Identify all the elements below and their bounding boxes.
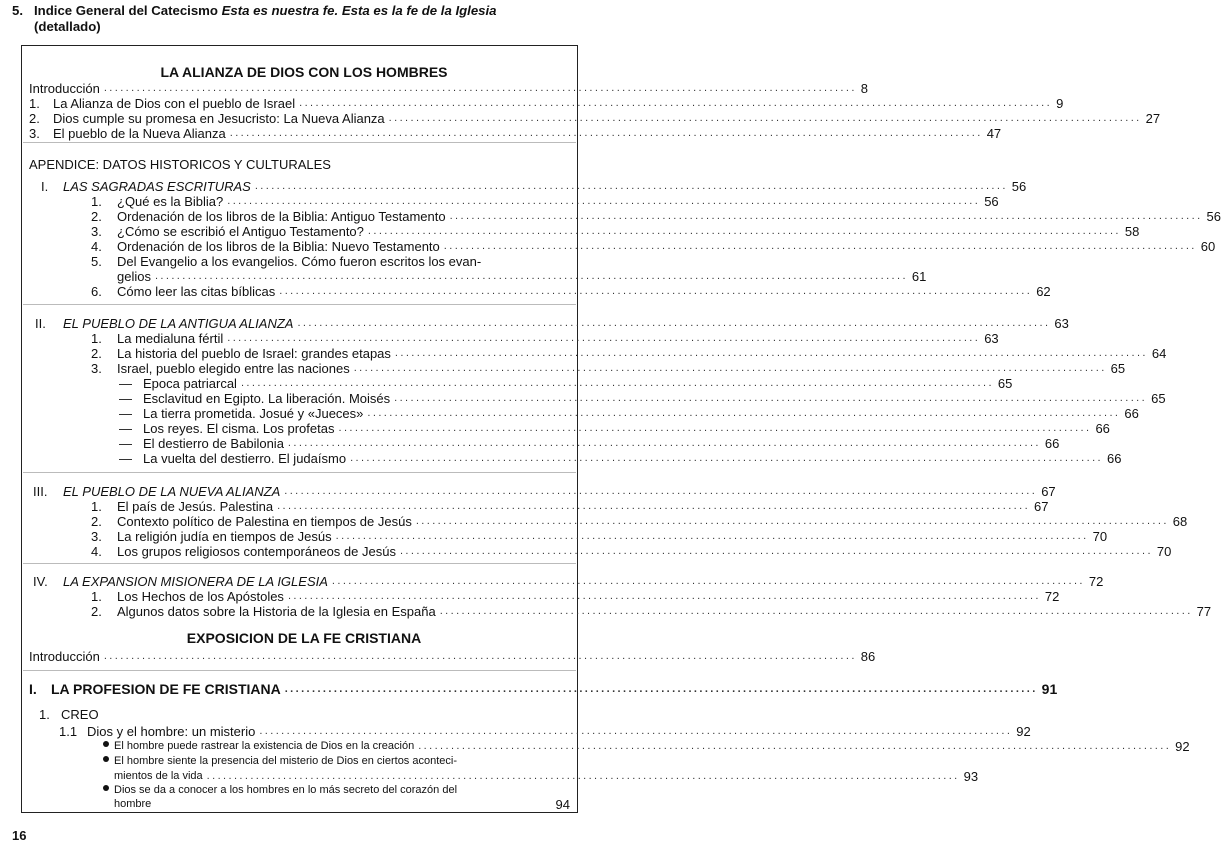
toc-label: LA PROFESION DE FE CRISTIANA xyxy=(51,681,281,697)
toc-page: 60 xyxy=(1200,239,1216,254)
toc-row xyxy=(91,284,1051,299)
toc-number: II. xyxy=(35,316,46,331)
toc-number: 3. xyxy=(29,126,40,141)
page-number: 16 xyxy=(12,828,27,843)
leader-dots: .......................................................................................................................................... xyxy=(388,112,1142,124)
divider xyxy=(23,304,576,305)
toc-label: hombre xyxy=(114,798,152,810)
toc-dash: — xyxy=(119,376,132,391)
toc-label: El hombre siente la presencia del misterio de Dios en ciertos aconteci- xyxy=(114,755,457,767)
bullet-icon xyxy=(103,756,109,762)
toc-number: 4. xyxy=(91,239,102,254)
toc-label: Del Evangelio a los evangelios. Cómo fueron escritos los evan- xyxy=(117,254,482,269)
toc-page: 68 xyxy=(1172,514,1188,529)
toc-row xyxy=(29,81,869,96)
toc-page: 72 xyxy=(1088,574,1104,589)
toc-page: 66 xyxy=(1107,451,1122,466)
toc-row xyxy=(91,239,1216,254)
toc-page: 56 xyxy=(1011,179,1027,194)
toc-number: 2. xyxy=(91,604,102,619)
toc-number: 1. xyxy=(91,589,102,604)
toc-row xyxy=(29,126,1002,141)
toc-number: 1. xyxy=(91,499,102,514)
creo-heading xyxy=(39,707,99,722)
toc-page: 72 xyxy=(1044,589,1060,604)
toc-page: 56 xyxy=(1206,209,1221,224)
toc-row xyxy=(117,269,927,284)
toc-label: Israel, pueblo elegido entre las naciones xyxy=(117,361,350,376)
toc-row xyxy=(91,346,1167,361)
toc-page: 66 xyxy=(1124,406,1139,421)
divider xyxy=(23,670,576,671)
toc-page: 63 xyxy=(984,331,999,346)
leader-dots: .......................................................................................................................................... xyxy=(287,437,1041,449)
toc-label: CREO xyxy=(61,707,99,722)
toc-page: 64 xyxy=(1151,346,1167,361)
toc-number: 3. xyxy=(91,529,102,544)
toc-label: La historia del pueblo de Israel: grandes etapas xyxy=(117,346,391,361)
toc-label: El hombre puede rastrear la existencia de Dios en la creación xyxy=(114,740,415,752)
toc-dash: — xyxy=(119,391,132,406)
toc-row xyxy=(119,391,1166,406)
leader-dots: .......................................................................................................................................... xyxy=(353,362,1107,374)
leader-dots: .......................................................................................................................................... xyxy=(335,530,1089,542)
toc-page: 47 xyxy=(986,126,1002,141)
toc-label: Cómo leer las citas bíblicas xyxy=(117,284,276,299)
leader-dots: .......................................................................................................................................... xyxy=(240,377,994,389)
toc-page: 66 xyxy=(1095,421,1110,436)
toc-page: 70 xyxy=(1092,529,1108,544)
toc-label: ¿Cómo se escribió el Antiguo Testamento? xyxy=(117,224,364,239)
toc-row xyxy=(119,451,1122,466)
heading-bold-text: Indice General del Catecismo xyxy=(34,3,218,18)
toc-page: 92 xyxy=(1175,739,1190,754)
toc-label: Dios y el hombre: un misterio xyxy=(87,724,256,739)
leader-dots: .......................................................................................................................................... xyxy=(394,392,1148,404)
toc-number: 2. xyxy=(91,514,102,529)
section-title-exposicion: EXPOSICION DE LA FE CRISTIANA xyxy=(186,630,422,646)
toc-label: La medialuna fértil xyxy=(117,331,224,346)
toc-row xyxy=(29,649,876,664)
toc-label: Epoca patriarcal xyxy=(143,376,237,391)
leader-dots: .......................................................................................................................................... xyxy=(350,452,1104,464)
leader-dots: .......................................................................................................................................... xyxy=(449,210,1203,222)
toc-label: Contexto político de Palestina en tiempos de Jesús xyxy=(117,514,412,529)
toc-label: Ordenación de los libros de la Biblia: Nuevo Testamento xyxy=(117,239,440,254)
toc-number: 2. xyxy=(91,209,102,224)
toc-number: 1. xyxy=(29,96,40,111)
toc-label: El destierro de Babilonia xyxy=(143,436,284,451)
toc-dash: — xyxy=(119,421,132,436)
toc-number: IV. xyxy=(33,574,48,589)
leader-dots: .......................................................................................................................................... xyxy=(331,575,1085,587)
toc-page: 65 xyxy=(1151,391,1166,406)
leader-dots: .......................................................................................................................................... xyxy=(206,770,960,782)
toc-row xyxy=(119,406,1139,421)
toc-label: ¿Qué es la Biblia? xyxy=(117,194,224,209)
toc-label: La tierra prometida. Josué y «Jueces» xyxy=(143,406,364,421)
toc-row xyxy=(41,179,1027,194)
leader-dots: .......................................................................................................................................... xyxy=(443,240,1197,252)
leader-dots: .......................................................................................................................................... xyxy=(254,180,1008,192)
heading-number: 5. xyxy=(12,3,23,18)
toc-label: Los Hechos de los Apóstoles xyxy=(117,589,284,604)
divider xyxy=(23,142,576,143)
toc-row xyxy=(29,111,1161,126)
toc-label: LAS SAGRADAS ESCRITURAS xyxy=(63,179,251,194)
divider xyxy=(23,563,576,564)
toc-page: 66 xyxy=(1044,436,1060,451)
toc-page: 92 xyxy=(1016,724,1031,739)
toc-label: Introducción xyxy=(29,81,100,96)
toc-number: III. xyxy=(33,484,48,499)
leader-dots: .......................................................................................................................................... xyxy=(287,590,1041,602)
toc-row xyxy=(119,436,1060,451)
toc-page: 91 xyxy=(1041,681,1058,697)
toc-dash: — xyxy=(119,451,132,466)
toc-label: La vuelta del destierro. El judaísmo xyxy=(143,451,347,466)
toc-number: I. xyxy=(29,681,37,697)
toc-label: Los grupos religiosos contemporáneos de Jesús xyxy=(117,544,396,559)
toc-number: 3. xyxy=(91,224,102,239)
leader-dots: .......................................................................................................................................... xyxy=(439,605,1193,617)
toc-page: 65 xyxy=(1110,361,1126,376)
toc-page: 61 xyxy=(911,269,927,284)
toc-row xyxy=(91,589,1060,604)
leader-dots: .......................................................................................................................................... xyxy=(284,683,1038,695)
toc-row xyxy=(114,797,570,812)
toc-row xyxy=(35,316,1069,331)
toc-row xyxy=(33,574,1104,589)
toc-row xyxy=(103,783,570,798)
toc-number: 1. xyxy=(39,707,50,722)
heading-italic-text: Esta es nuestra fe. Esta es la fe de la Iglesia xyxy=(221,3,497,18)
toc-row xyxy=(91,224,1140,239)
toc-row xyxy=(91,529,1108,544)
toc-label: EL PUEBLO DE LA ANTIGUA ALIANZA xyxy=(63,316,294,331)
leader-dots: .......................................................................................................................................... xyxy=(227,195,981,207)
section-title-alianza: LA ALIANZA DE DIOS CON LOS HOMBRES xyxy=(160,64,448,80)
toc-page: 70 xyxy=(1156,544,1172,559)
leader-dots: .......................................................................................................................................... xyxy=(367,225,1121,237)
toc-number: 2. xyxy=(29,111,40,126)
toc-page: 86 xyxy=(860,649,876,664)
leader-dots: .......................................................................................................................................... xyxy=(415,515,1169,527)
leader-dots: .......................................................................................................................................... xyxy=(279,285,1033,297)
leader-dots: .......................................................................................................................................... xyxy=(367,407,1121,419)
toc-dash: — xyxy=(119,406,132,421)
toc-label: El país de Jesús. Palestina xyxy=(117,499,274,514)
toc-row xyxy=(119,421,1110,436)
toc-row xyxy=(119,376,1013,391)
toc-row xyxy=(103,739,1190,754)
toc-row xyxy=(91,361,1126,376)
toc-row xyxy=(91,499,1049,514)
toc-label: Esclavitud en Egipto. La liberación. Moisés xyxy=(143,391,391,406)
leader-dots: .......................................................................................................................................... xyxy=(284,485,1038,497)
toc-page: 63 xyxy=(1054,316,1069,331)
toc-row xyxy=(91,209,1221,224)
toc-label: mientos de la vida xyxy=(114,770,203,782)
toc-label: Algunos datos sobre la Historia de la Iglesia en España xyxy=(117,604,436,619)
toc-number: 3. xyxy=(91,361,102,376)
leader-dots: .......................................................................................................................................... xyxy=(154,270,908,282)
toc-page: 27 xyxy=(1145,111,1161,126)
toc-page: 65 xyxy=(997,376,1013,391)
toc-row xyxy=(91,604,1212,619)
leader-dots: .......................................................................................................................................... xyxy=(259,725,1013,737)
toc-page: 9 xyxy=(1056,96,1064,111)
toc-label: Los reyes. El cisma. Los profetas xyxy=(143,421,335,436)
toc-label: gelios xyxy=(117,269,151,284)
toc-row xyxy=(29,96,1064,111)
toc-page: 67 xyxy=(1041,484,1056,499)
toc-page: 8 xyxy=(860,81,869,96)
toc-row xyxy=(91,194,999,209)
document-heading xyxy=(12,3,592,35)
toc-row xyxy=(91,544,1172,559)
leader-dots: .......................................................................................................................................... xyxy=(338,422,1092,434)
leader-dots: .......................................................................................................................................... xyxy=(299,97,1053,109)
toc-label: La Alianza de Dios con el pueblo de Israel xyxy=(53,96,296,111)
toc-label: EL PUEBLO DE LA NUEVA ALIANZA xyxy=(63,484,281,499)
toc-number: 5. xyxy=(91,254,102,269)
divider xyxy=(23,472,576,473)
toc-page: 94 xyxy=(555,797,570,812)
toc-row xyxy=(29,681,1058,697)
heading-line2: (detallado) xyxy=(34,19,101,34)
toc-number: 4. xyxy=(91,544,102,559)
toc-page: 58 xyxy=(1124,224,1140,239)
bullet-icon xyxy=(103,785,109,791)
toc-label: LA EXPANSION MISIONERA DE LA IGLESIA xyxy=(63,574,328,589)
toc-label: Dios cumple su promesa en Jesucristo: La Nueva Alianza xyxy=(53,111,385,126)
toc-page: 77 xyxy=(1196,604,1212,619)
leader-dots: .......................................................................................................................................... xyxy=(229,127,983,139)
toc-label: Ordenación de los libros de la Biblia: Antiguo Testamento xyxy=(117,209,446,224)
leader-dots: .......................................................................................................................................... xyxy=(277,500,1031,512)
toc-row xyxy=(59,724,1031,739)
toc-row xyxy=(91,254,570,269)
leader-dots: .......................................................................................................................................... xyxy=(297,317,1051,329)
toc-row xyxy=(114,769,979,784)
appendix-heading: APENDICE: DATOS HISTORICOS Y CULTURALES xyxy=(29,157,331,172)
toc-number: 6. xyxy=(91,284,102,299)
toc-label: La religión judía en tiempos de Jesús xyxy=(117,529,332,544)
toc-number: 1.1 xyxy=(59,724,78,739)
toc-number: 2. xyxy=(91,346,102,361)
leader-dots: .......................................................................................................................................... xyxy=(399,545,1153,557)
toc-row xyxy=(91,514,1188,529)
toc-label: El pueblo de la Nueva Alianza xyxy=(53,126,226,141)
toc-label: Introducción xyxy=(29,649,100,664)
leader-dots: .......................................................................................................................................... xyxy=(103,650,857,662)
leader-dots: .......................................................................................................................................... xyxy=(394,347,1148,359)
toc-row xyxy=(103,754,570,769)
leader-dots: .......................................................................................................................................... xyxy=(103,82,857,94)
toc-number: 1. xyxy=(91,331,102,346)
toc-row xyxy=(91,331,999,346)
toc-number: I. xyxy=(41,179,49,194)
toc-number: 1. xyxy=(91,194,102,209)
toc-dash: — xyxy=(119,436,132,451)
toc-label: Dios se da a conocer a los hombres en lo más secreto del corazón del xyxy=(114,784,458,796)
toc-page: 93 xyxy=(963,769,979,784)
leader-dots: .......................................................................................................................................... xyxy=(418,740,1172,752)
leader-dots: .......................................................................................................................................... xyxy=(227,332,981,344)
toc-page: 62 xyxy=(1036,284,1051,299)
toc-row xyxy=(33,484,1056,499)
bullet-icon xyxy=(103,741,109,747)
toc-page: 67 xyxy=(1034,499,1049,514)
toc-page: 56 xyxy=(984,194,999,209)
